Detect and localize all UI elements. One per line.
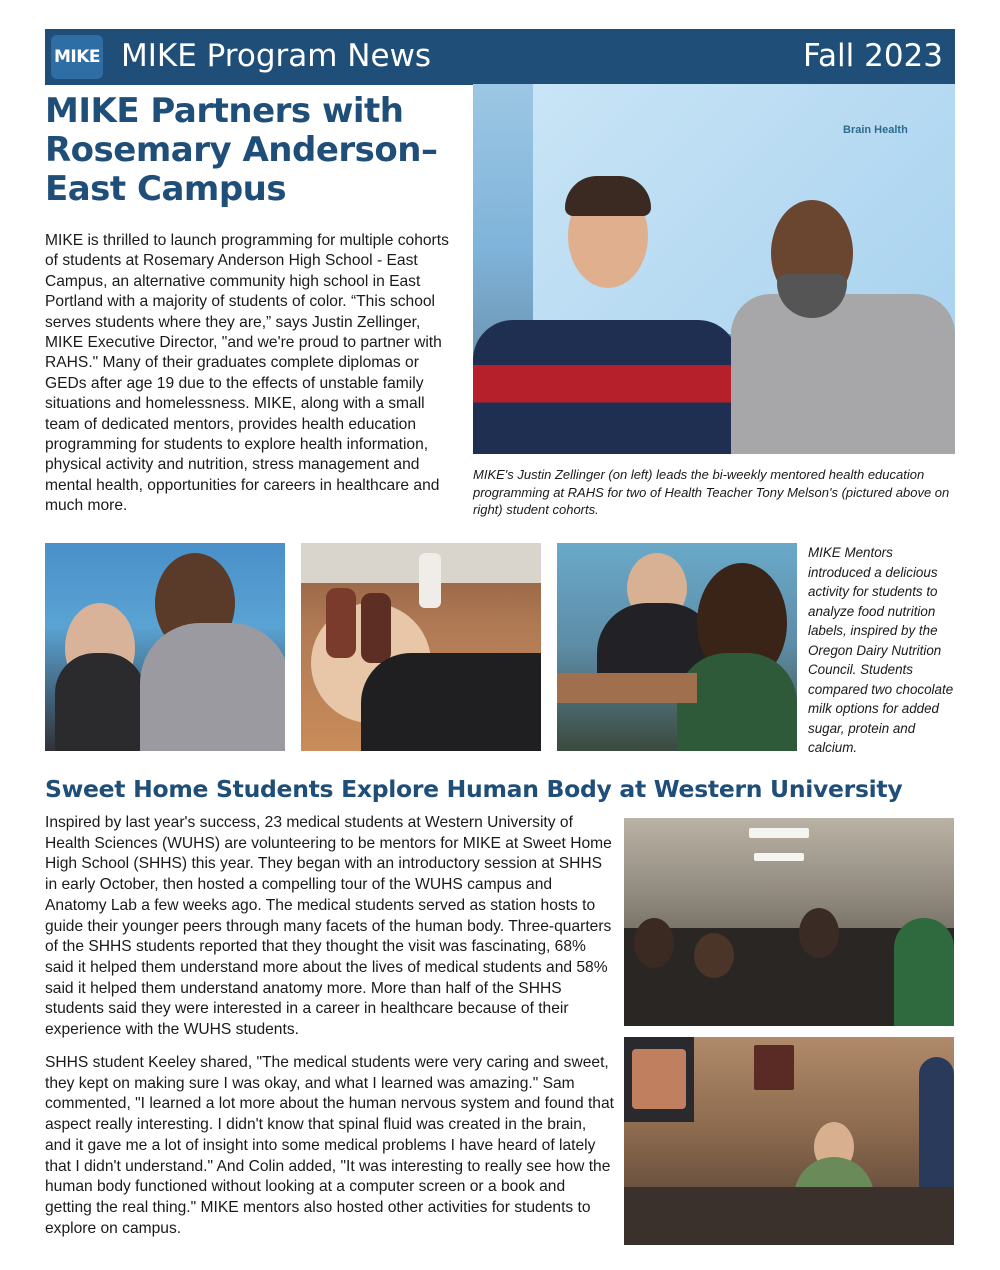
story2-paragraph-1: Inspired by last year's success, 23 medical students at Western University of Health Sciences (WUHS) are volunteering to be mentors for MIKE at Sweet Home High School (SHHS) this year. They began with an introductory session at SHHS in early October, then hosted a compelling tour of the WUHS campus and Anatomy Lab a few weeks ago. The medical students served as station hosts to guide their younger peers through many facets of the human body. Three-quarters of the SHHS students reported that they thought the visit was fascinating, 68% said it helped them understand more about the lives of medical students and 58% said it helped them understand anatomy more. More than half of the SHHS students said they were interested in a career in healthcare because of their experience with the WUHS students.	[45, 814, 612, 1039]
photo-caption: MIKE's Justin Zellinger (on left) leads the bi-weekly mentored health education programming at RAHS for two of Health Teacher Tony Melson's (pictured above on right) student cohorts.	[473, 467, 950, 517]
photo-justin-and-tony	[473, 84, 955, 454]
photo-mentor-with-student	[45, 543, 285, 751]
photo-hallway-tour	[624, 818, 954, 1026]
newsletter-banner	[45, 29, 955, 85]
gallery-caption: MIKE Mentors introduced a delicious activity for students to analyze food nutrition labels, inspired by the Oregon Dairy Nutrition Council. Students compared two chocolate milk options for added sugar, protein and calcium.	[808, 545, 954, 755]
newsletter-issue: Fall 2023	[803, 38, 943, 74]
story1-body: MIKE is thrilled to launch programming for multiple cohorts of students at Rosemary Anderson High School - East Campus, an alternative community high school in East Portland with a majority of students of color. “This school serves students where they are,” says Justin Zellinger, MIKE Executive Director, "and we're proud to partner with RAHS." Many of their graduates complete diplomas or GEDs after age 19 due to the effects of unstable family situations and homelessness. MIKE, along with a small team of dedicated mentors, provides health education programming for students to explore health information, physical activity and nutrition, stress management and mental health, opportunities for careers in healthcare and much more.	[45, 232, 449, 515]
mike-logo: MIKE	[51, 35, 103, 79]
newsletter-title: MIKE Program News	[121, 38, 432, 74]
photo-students-reading-labels	[557, 543, 797, 751]
story2-headline: Sweet Home Students Explore Human Body at Western University	[45, 775, 903, 803]
story1-headline: MIKE Partners with Rosemary Anderson– East Campus	[45, 91, 438, 209]
photo-classroom-session	[624, 1037, 954, 1245]
photo-screen-text: Brain Health	[843, 124, 908, 136]
story2-paragraph-2: SHHS student Keeley shared, "The medical students were very caring and sweet, they kept on making sure I was okay, and what I learned was amazing." Sam commented, "I learned a lot more about the human nervous system and found that aspect really interesting. I didn't know that spinal fluid was created in the brain, and it gave me a lot of insight into some medical problems I have heard of lately that I didn't understand." And Colin added, "It was interesting to really see how the human body functioned without looking at a computer screen or a book and getting the real thing." MIKE mentors also hosted other activities for students to explore on campus.	[45, 1054, 614, 1237]
photo-milk-bottles	[301, 543, 541, 751]
